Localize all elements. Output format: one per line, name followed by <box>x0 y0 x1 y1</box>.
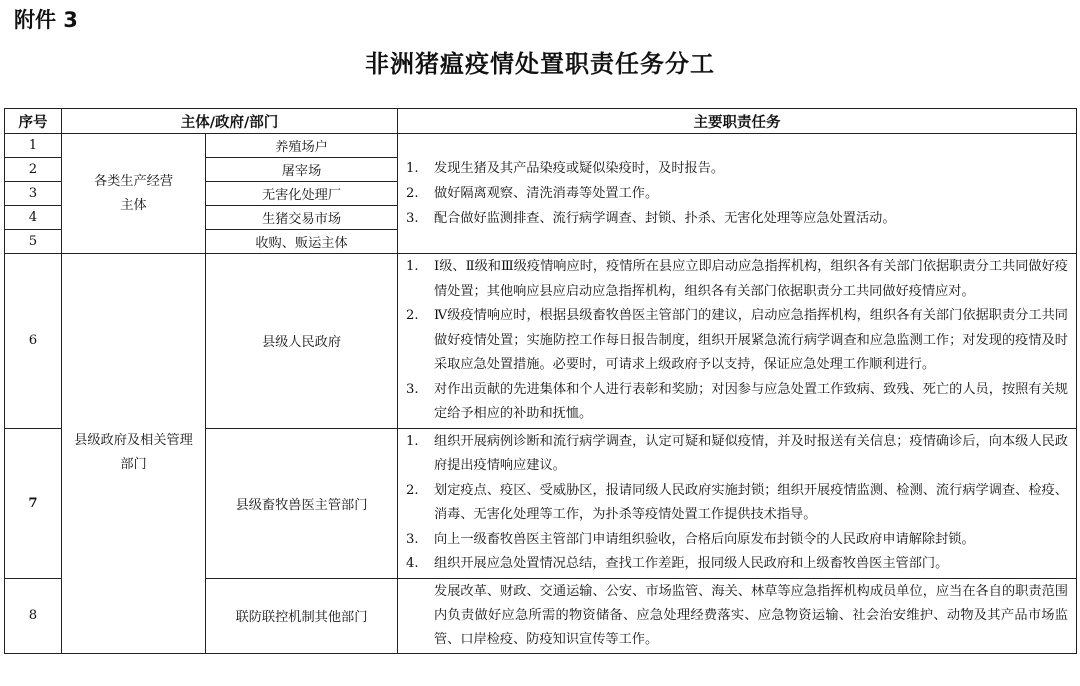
list-item <box>398 181 1068 206</box>
row-entity: 联防联控机制其他部门 <box>206 578 398 653</box>
list-item <box>398 255 1068 304</box>
header-duties: 主要职责任务 <box>398 109 1077 134</box>
table-row <box>5 254 1077 429</box>
task-number: 2. <box>406 308 419 323</box>
task-text: Ⅰ级、Ⅱ级和Ⅲ级疫情响应时，疫情所在县应立即启动应急指挥机构，组织各有关部门依据职责分工共同做好疫情处置；其他响应县应启动应急指挥机构，组织各有关部门依据职责分工共同做好疫情应对。 <box>434 259 1068 299</box>
row-seq: 6 <box>5 254 62 429</box>
duty-table <box>4 108 1077 654</box>
task-number: 3. <box>406 531 419 547</box>
row-seq: 1 <box>5 134 62 158</box>
task-text: 划定疫点、疫区、受威胁区，报请同级人民政府实施封锁；组织开展疫情监测、检测、流行病学调查、检疫、消毒、无害化处理等工作，为扑杀等疫情处置工作提供技术指导。 <box>434 482 1068 522</box>
task-number: 3. <box>406 381 419 397</box>
list-item <box>398 156 1068 181</box>
task-number: 2. <box>406 186 419 201</box>
group-government-label: 县级政府及相关管理部门 <box>74 433 193 473</box>
gov-tasks <box>398 254 1077 429</box>
table-row <box>5 134 1077 158</box>
task-text: 向上一级畜牧兽医主管部门申请组织验收，合格后向原发布封锁令的人民政府申请解除封锁。 <box>434 531 975 547</box>
task-text: 配合做好监测排查、流行病学调查、封锁、扑杀、无害化处理等应急处置活动。 <box>434 211 896 226</box>
row-seq: 8 <box>5 578 62 653</box>
task-text: 对作出贡献的先进集体和个人进行表彰和奖励；对因参与应急处置工作致病、致残、死亡的人员，按照有关规定给予相应的补助和抚恤。 <box>434 381 1068 421</box>
row-seq: 7 <box>5 428 62 578</box>
header-entity: 主体/政府/部门 <box>62 109 398 134</box>
task-text: Ⅳ级疫情响应时，根据县级畜牧兽医主管部门的建议，启动应急指挥机构，组织各有关部门依据职责分工共同做好疫情处置；实施防控工作每日报告制度，组织开展紧急流行病学调查和应急监测工作；对发现的疫情及时采取应急处置措施。必要时，可请求上级政府予以支持，保证应急处理工作顺利进行。 <box>434 308 1068 372</box>
list-item <box>398 528 1068 553</box>
list-item <box>398 430 1068 479</box>
task-number: 2. <box>406 482 419 498</box>
list-item <box>398 206 1068 231</box>
other-dept-tasks <box>398 578 1077 653</box>
task-text: 组织开展病例诊断和流行病学调查，认定可疑和疑似疫情，并及时报送有关信息；疫情确诊后，向本级人民政府提出疫情响应建议。 <box>434 433 1068 473</box>
vet-tasks <box>398 428 1077 578</box>
row-entity: 无害化处理厂 <box>206 182 398 206</box>
task-text: 做好隔离观察、清洗消毒等处置工作。 <box>434 186 659 201</box>
row-entity: 收购、贩运主体 <box>206 230 398 254</box>
task-text: 组织开展应急处置情况总结，查找工作差距，报同级人民政府和上级畜牧兽医主管部门。 <box>434 556 949 571</box>
group-producers <box>62 134 206 254</box>
header-row <box>5 109 1077 134</box>
row-seq: 4 <box>5 206 62 230</box>
task-text: 发展改革、财政、交通运输、公安、市场监管、海关、林草等应急指挥机构成员单位，应当在各自的职责范围内负责做好应急所需的物资储备、应急处理经费落实、应急物资运输、社会治安维护、动物及其产品市场监管、口岸检疫、防疫知识宣传等工作。 <box>434 583 1068 647</box>
row-entity: 养殖场户 <box>206 134 398 158</box>
row-seq: 5 <box>5 230 62 254</box>
row-entity: 屠宰场 <box>206 158 398 182</box>
list-item <box>398 378 1068 427</box>
list-item <box>398 479 1068 528</box>
row-entity: 生猪交易市场 <box>206 206 398 230</box>
row-entity: 县级畜牧兽医主管部门 <box>206 428 398 578</box>
task-text: 发现生猪及其产品染疫或疑似染疫时，及时报告。 <box>434 161 725 176</box>
list-item <box>398 552 1068 577</box>
annex-label: 附件 3 <box>14 8 78 32</box>
row-entity: 县级人民政府 <box>206 254 398 429</box>
task-number: 1. <box>406 161 419 176</box>
page-title: 非洲猪瘟疫情处置职责任务分工 <box>365 50 715 78</box>
task-number: 1. <box>406 433 419 449</box>
task-number: 4. <box>406 556 419 571</box>
producer-tasks <box>398 134 1077 254</box>
header-seq: 序号 <box>5 109 62 134</box>
row-seq: 2 <box>5 158 62 182</box>
list-item <box>398 304 1068 378</box>
group-producers-label: 各类生产经营主体 <box>93 173 174 213</box>
task-number: 3. <box>406 211 419 226</box>
group-government <box>62 254 206 654</box>
task-number: 1. <box>406 259 419 274</box>
row-seq: 3 <box>5 182 62 206</box>
